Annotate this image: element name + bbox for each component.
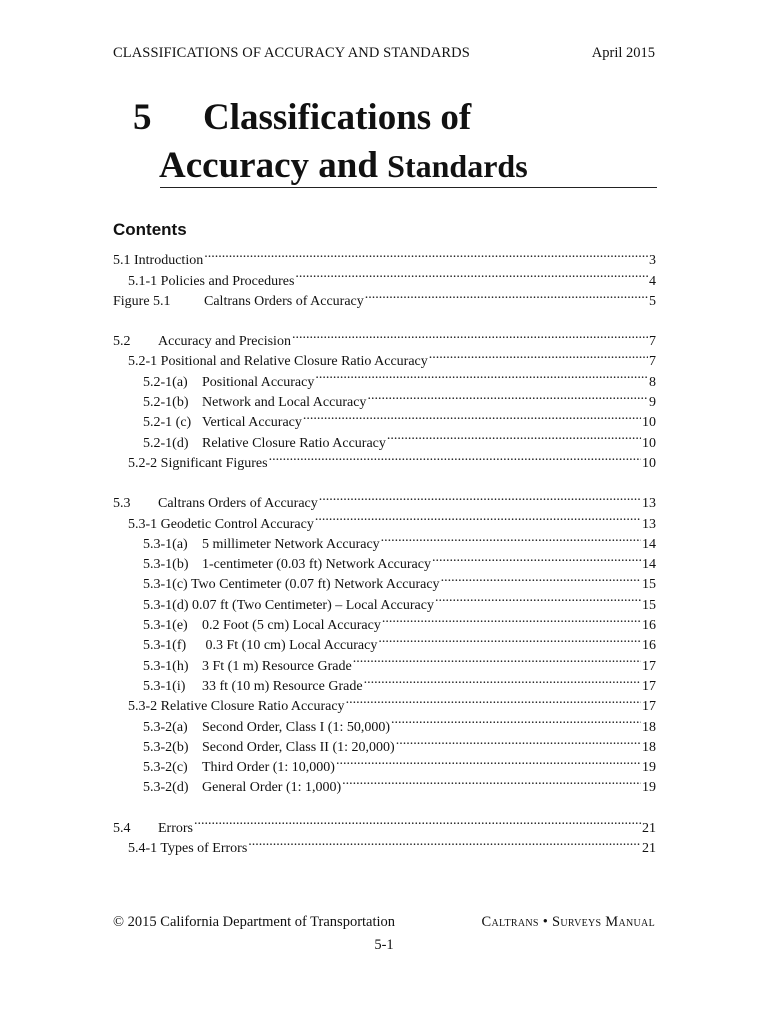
dot-leader <box>353 649 641 669</box>
toc-entry-label <box>128 697 345 717</box>
dot-leader <box>367 386 648 406</box>
toc-entry-title: Relative Closure Ratio Accuracy <box>202 435 386 451</box>
contents-heading: Contents <box>113 220 187 239</box>
toc-entry-number: 5.3 <box>113 496 131 512</box>
dot-leader <box>441 568 641 588</box>
page-number: 5-1 <box>374 937 394 953</box>
toc-page-number: 15 <box>642 577 656 593</box>
toc-page-number: 14 <box>642 557 656 573</box>
toc-entry-label <box>143 636 377 656</box>
toc-entry-number: 5.4-1 Types of Errors <box>128 841 248 857</box>
dot-leader <box>429 345 648 365</box>
toc-entry-number: 5.3-1(d) 0.07 ft (Two Centimeter) – Local Accuracy <box>143 597 434 613</box>
toc-page-number: 9 <box>649 395 656 411</box>
toc-page-number: 21 <box>642 841 656 857</box>
dot-leader <box>295 264 648 284</box>
toc-page-number: 16 <box>642 618 656 634</box>
toc-page-number: 4 <box>649 273 656 289</box>
chapter-title-line-1: Classifications of <box>203 97 472 138</box>
toc-entry-number: 5.3-2(b) <box>143 739 189 755</box>
dot-leader <box>382 609 641 629</box>
footer-copyright: © 2015 California Department of Transportation <box>113 914 396 930</box>
toc-entry-title: Second Order, Class I (1: 50,000) <box>202 719 391 735</box>
dot-leader <box>248 832 641 852</box>
toc-entry-title: 1-centimeter (0.03 ft) Network Accuracy <box>202 557 431 573</box>
toc-page-number: 7 <box>649 334 656 350</box>
toc-page-number: 14 <box>642 536 656 552</box>
toc-entry-label <box>128 839 247 859</box>
dot-leader <box>396 731 641 751</box>
toc-entry[interactable] <box>113 325 656 350</box>
chapter-title-line-2a: Accuracy and <box>159 145 388 186</box>
toc-entry-label <box>143 413 302 433</box>
dot-leader <box>378 629 641 649</box>
toc-entry-title: Caltrans Orders of Accuracy <box>158 496 318 512</box>
toc-entry-number: 5.3-1(e) <box>143 618 188 634</box>
toc-entry-number: 5.2-1(b) <box>143 395 189 411</box>
title-underline <box>160 187 657 188</box>
dot-leader <box>391 710 641 730</box>
dot-leader <box>315 507 641 527</box>
toc-entry-title: 5 millimeter Network Accuracy <box>202 536 380 552</box>
toc-page-number: 19 <box>642 780 656 796</box>
toc-entry-number: 5.2-2 Significant Figures <box>128 455 268 471</box>
toc-entry[interactable] <box>113 832 656 857</box>
dot-leader <box>342 771 641 791</box>
chapter-title-line-2b: Standards <box>387 148 528 184</box>
toc-entry-title: Third Order (1: 10,000) <box>202 760 335 776</box>
toc-entry-title: Caltrans Orders of Accuracy <box>204 293 364 309</box>
toc-entry-number: 5.3-1(i) <box>143 678 186 694</box>
toc-entry-label <box>113 292 364 312</box>
dot-leader <box>315 365 648 385</box>
dot-leader <box>381 528 641 548</box>
toc-entry-number: 5.1-1 Policies and Procedures <box>128 273 295 289</box>
chapter-number: 5 <box>133 97 152 138</box>
toc-entry-number: 5.4 <box>113 820 131 836</box>
dot-leader <box>303 406 641 426</box>
toc-page-number: 8 <box>649 374 656 390</box>
toc-entry-number: 5.3-1(a) <box>143 536 188 552</box>
toc-entry-title: Network and Local Accuracy <box>202 395 367 411</box>
toc-page-number: 15 <box>642 597 656 613</box>
toc-entry-number: 5.3-2(a) <box>143 719 188 735</box>
toc-entry-label <box>143 657 352 677</box>
toc-entry-number: 5.3-2(c) <box>143 760 188 776</box>
toc-entry-label <box>113 251 203 271</box>
toc-entry-number: 5.3-1(h) <box>143 658 189 674</box>
toc-entry-number: 5.3-1(b) <box>143 557 189 573</box>
dot-leader <box>387 426 641 446</box>
toc-entry-title: Vertical Accuracy <box>202 415 302 431</box>
toc-entry-number: 5.3-2 Relative Closure Ratio Accuracy <box>128 699 345 715</box>
chapter-title <box>133 94 656 190</box>
toc-entry-title: Accuracy and Precision <box>158 334 291 350</box>
dot-leader <box>435 588 641 608</box>
dot-leader <box>319 487 641 507</box>
toc-page-number: 10 <box>642 435 656 451</box>
dot-leader <box>292 325 648 345</box>
toc-entry-label <box>128 454 268 474</box>
toc-entry-title: General Order (1: 1,000) <box>202 780 342 796</box>
toc-entry-label <box>113 494 318 514</box>
toc-page-number: 18 <box>642 719 656 735</box>
toc-entry-number: 5.3-2(d) <box>143 780 189 796</box>
toc-page-number: 7 <box>649 354 656 370</box>
toc-page-number: 13 <box>642 516 656 532</box>
running-header-title: CLASSIFICATIONS OF ACCURACY AND STANDARDS <box>113 45 470 61</box>
toc-entry-number: Figure 5.1 <box>113 293 171 309</box>
toc-page-number: 13 <box>642 496 656 512</box>
dot-leader <box>194 811 641 831</box>
toc-entry[interactable] <box>113 811 656 836</box>
toc-entry-label <box>113 819 193 839</box>
toc-page-number: 17 <box>642 658 656 674</box>
toc-entry-label <box>143 373 314 393</box>
dot-leader <box>346 690 641 710</box>
toc-entry[interactable] <box>113 487 656 512</box>
toc-entry-number: 5.3-1(c) Two Centimeter (0.07 ft) Network Accuracy <box>143 577 440 593</box>
toc-entry-label <box>143 616 381 636</box>
toc-entry-number: 5.2-1 (c) <box>143 415 192 431</box>
dot-leader <box>204 244 648 264</box>
toc-page-number: 16 <box>642 638 656 654</box>
dot-leader <box>364 670 641 690</box>
toc-entry-title: Errors <box>158 820 193 836</box>
toc-entry-number: 5.2-1 Positional and Relative Closure Ratio Accuracy <box>128 354 428 370</box>
toc-page-number: 5 <box>649 293 656 309</box>
running-header-date: April 2015 <box>591 45 655 61</box>
toc-page-number: 18 <box>642 739 656 755</box>
dot-leader <box>432 548 641 568</box>
toc-entry-label <box>128 515 314 535</box>
toc-entry-label <box>143 778 341 798</box>
dot-leader <box>365 285 648 305</box>
toc-entry-number: 5.2-1(a) <box>143 374 188 390</box>
toc-page-number: 10 <box>642 415 656 431</box>
dot-leader <box>269 447 641 467</box>
toc-entry-number: 5.2 <box>113 334 131 350</box>
toc-entry-title: 3 Ft (1 m) Resource Grade <box>202 658 352 674</box>
toc-entry-label <box>113 332 291 352</box>
toc-entry-title: 0.2 Foot (5 cm) Local Accuracy <box>202 618 381 634</box>
toc-entry-label <box>143 575 440 595</box>
toc-entry-number: 5.3-1 Geodetic Control Accuracy <box>128 516 314 532</box>
toc-page-number: 17 <box>642 699 656 715</box>
toc-entry-label <box>128 272 294 292</box>
toc-entry-label <box>143 758 335 778</box>
toc-entry-title: Positional Accuracy <box>202 374 315 390</box>
toc-page-number: 10 <box>642 455 656 471</box>
toc-entry[interactable] <box>113 244 656 269</box>
toc-entry-label <box>143 677 363 697</box>
toc-page-number: 19 <box>642 760 656 776</box>
toc-entry-number: 5.3-1(f) <box>143 638 187 654</box>
dot-leader <box>336 751 641 771</box>
toc-entry-number: 5.2-1(d) <box>143 435 189 451</box>
toc-page-number: 21 <box>642 820 656 836</box>
toc-entry-label <box>143 555 431 575</box>
toc-entry-label <box>143 718 390 738</box>
footer-manual-title: Caltrans • Surveys Manual <box>481 914 655 930</box>
toc-entry-title: 0.3 Ft (10 cm) Local Accuracy <box>202 638 378 654</box>
toc-page-number: 3 <box>649 253 656 269</box>
toc-entry-label <box>143 535 380 555</box>
toc-entry-number: 5.1 Introduction <box>113 253 204 269</box>
toc-page-number: 17 <box>642 678 656 694</box>
toc-entry-title: 33 ft (10 m) Resource Grade <box>202 678 363 694</box>
toc-entry-title: Second Order, Class II (1: 20,000) <box>202 739 395 755</box>
table-of-contents <box>113 244 656 857</box>
